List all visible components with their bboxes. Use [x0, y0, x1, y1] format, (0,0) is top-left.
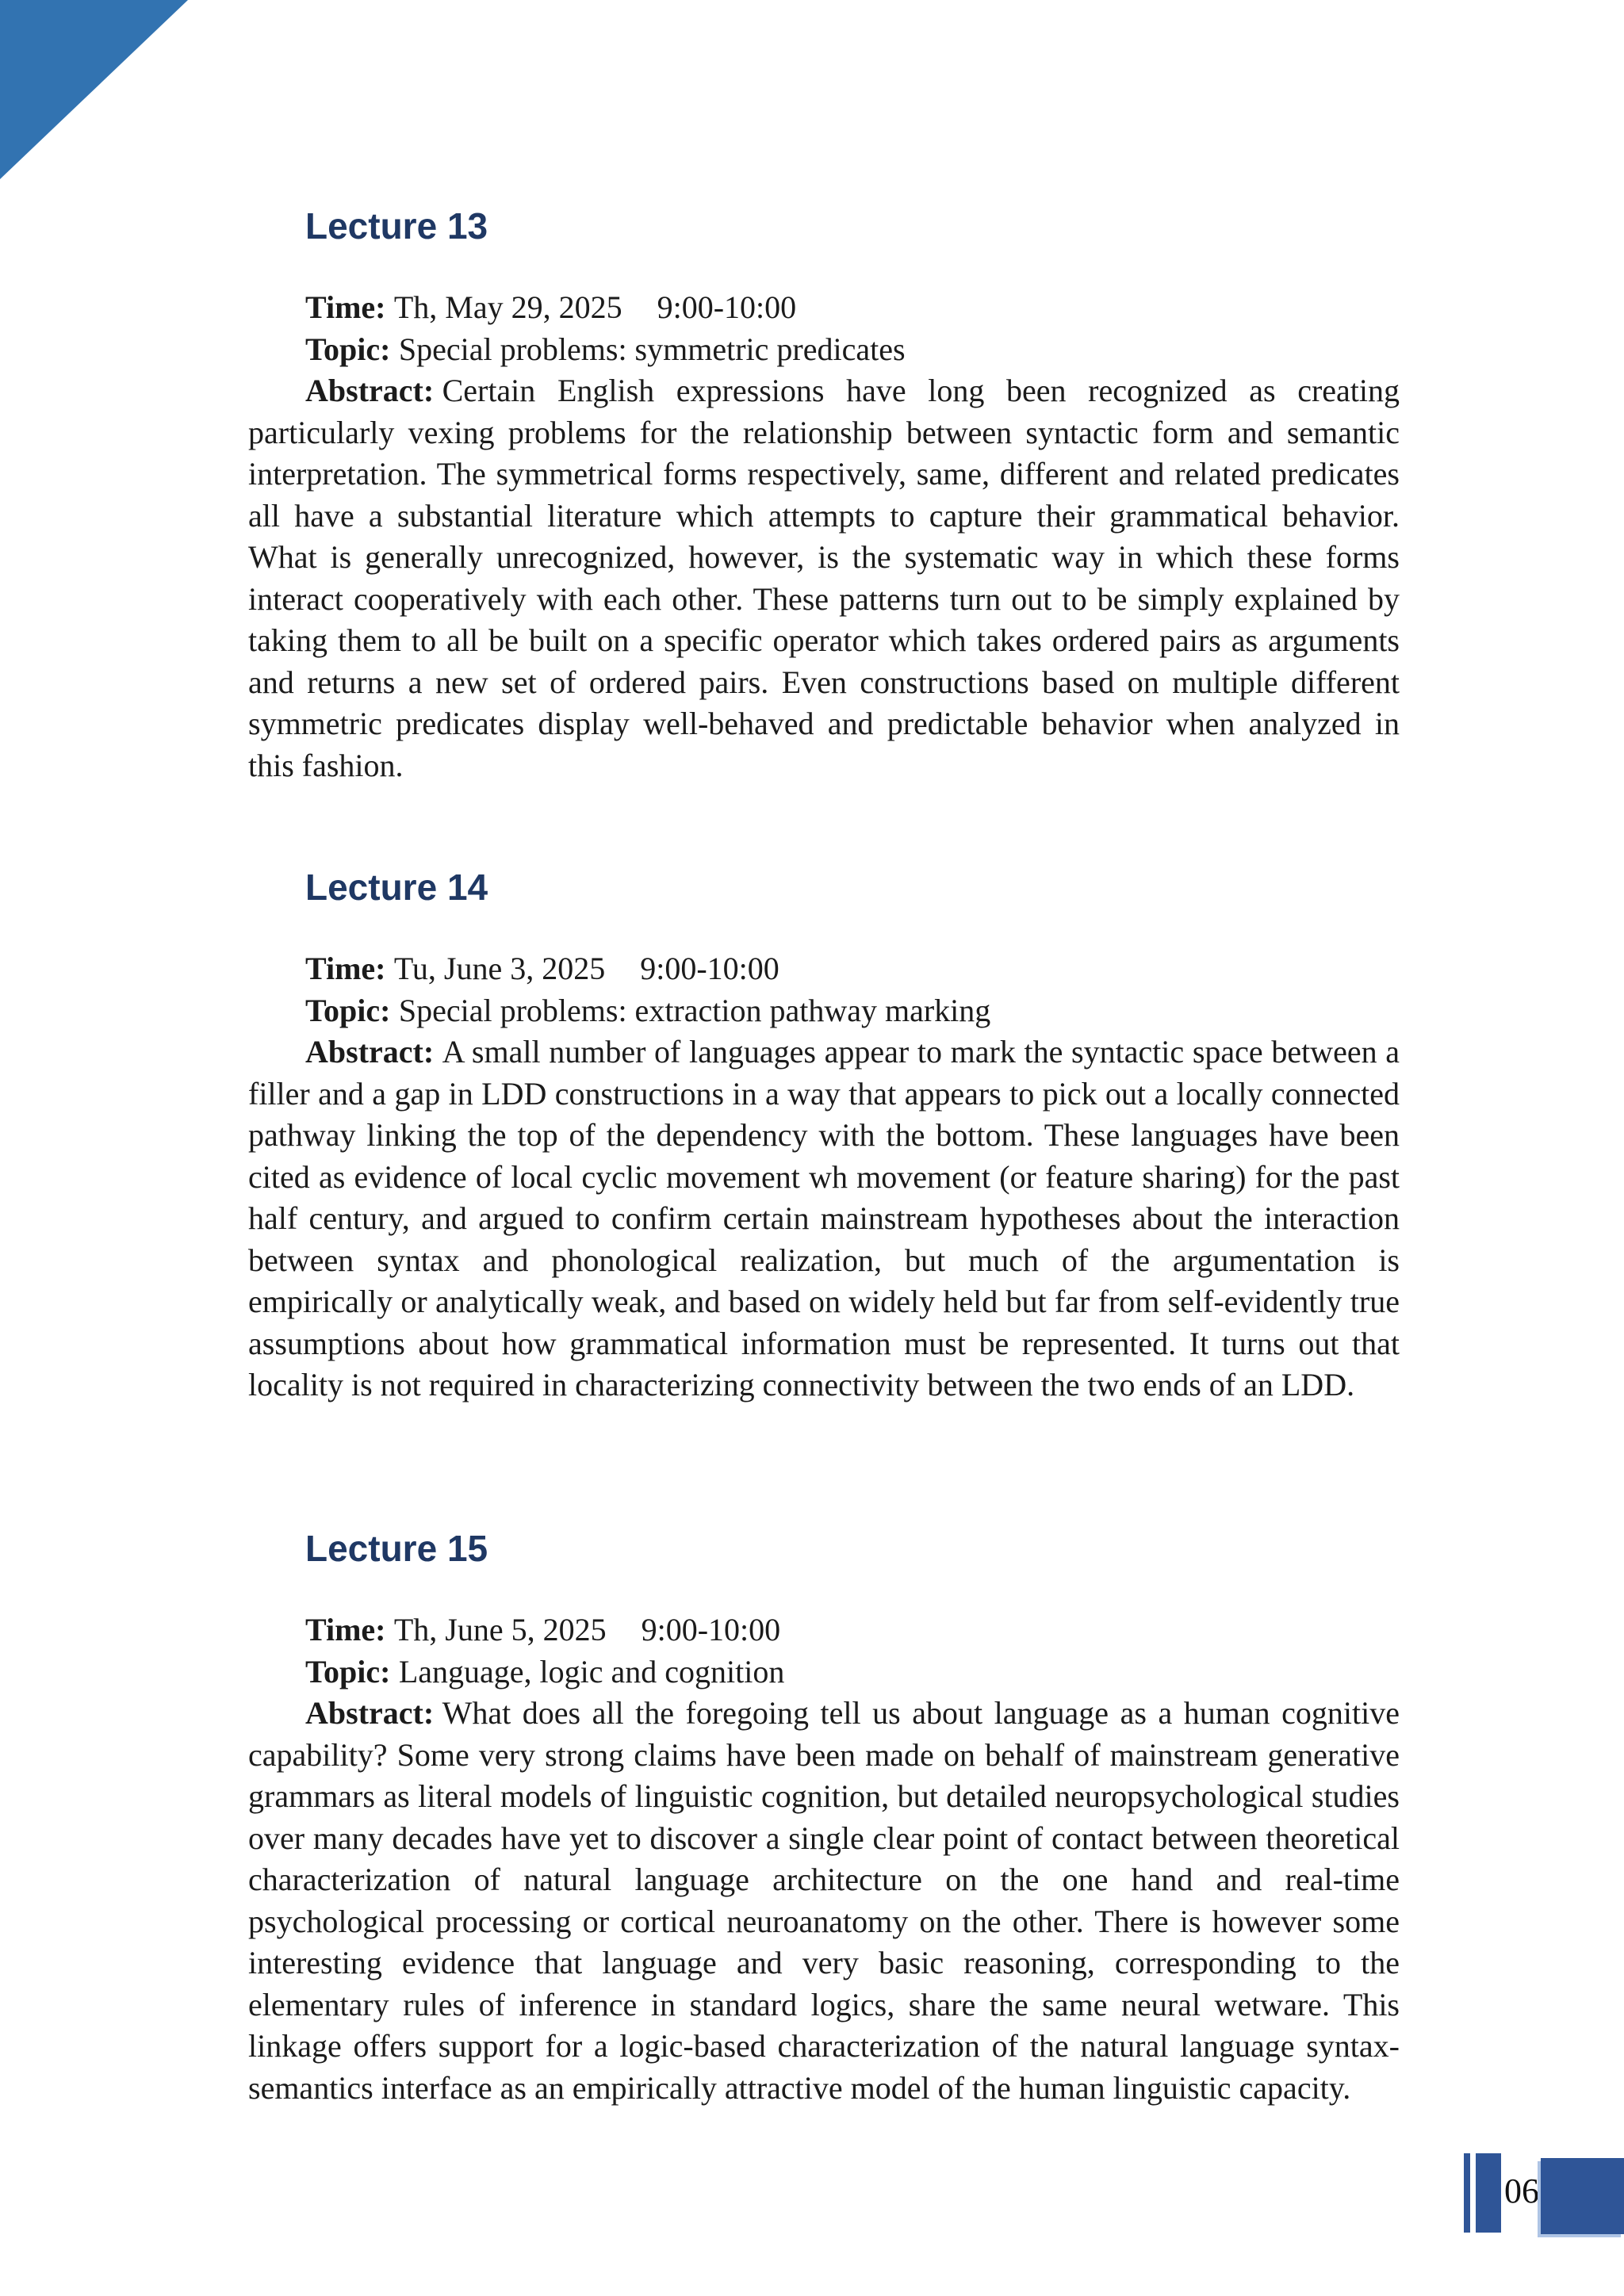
abstract-label: Abstract:: [305, 1034, 435, 1070]
time-label: Time:: [305, 951, 386, 986]
abstract-label: Abstract:: [305, 1695, 435, 1731]
abstract-text: What does all the foregoing tell us about language as a human cognitive capability? Some very strong claims have been made on behalf of mainstream generative grammars as literal models of linguistic cognition, but detailed neuropsychological studies over many decades have yet to discover a single clear point of contact between theoretical characterization of natural language architecture on the one hand and real-time psychological processing or cortical neuroanatomy on the other. There is however some interesting evidence that language and very basic reasoning, corresponding to the elementary rules of inference in standard logics, share the same neural wetware. This linkage offers support for a logic-based characterization of the natural language syntax-semantics interface as an empirically attractive model of the human linguistic capacity.: [248, 1695, 1400, 2106]
time-hours-value: 9:00-10:00: [640, 951, 779, 986]
corner-triangle-decoration: [0, 0, 188, 179]
time-label: Time:: [305, 1612, 386, 1647]
abstract-text: A small number of languages appear to mark the syntactic space between a filler and a gap in LDD constructions in a way that appears to pick out a locally connected pathway linking the top of the dependency with the bottom. These languages have been cited as evidence of local cyclic movement wh movement (or feature sharing) for the past half century, and argued to confirm certain mainstream hypotheses about the interaction between syntax and phonological realization, but much of the argumentation is empirically or analytically weak, and based on widely held but far from self-evidently true assumptions about how grammatical information must be represented. It turns out that locality is not required in characterizing connectivity between the two ends of an LDD.: [248, 1034, 1400, 1402]
time-hours-value: 9:00-10:00: [641, 1612, 781, 1647]
lecture-15-section: [248, 1527, 1400, 2109]
lecture-14-heading: Lecture 14: [305, 867, 488, 908]
topic-value: Special problems: extraction pathway marking: [398, 992, 991, 1028]
lecture-14-topic-line: [248, 990, 1400, 1032]
lecture-15-heading: Lecture 15: [305, 1528, 488, 1569]
lecture-14-abstract: [248, 1031, 1400, 1406]
lecture-14-section: [248, 866, 1400, 1406]
footer-accent-bar-thick: [1476, 2153, 1501, 2233]
abstract-text: Certain English expressions have long been recognized as creating particularly vexing problems for the relationship between syntactic form and semantic interpretation. The symmetrical forms respectively, same, different and related predicates all have a substantial literature which attempts to capture their grammatical behavior. What is generally unrecognized, however, is the systematic way in which these forms interact cooperatively with each other. These patterns turn out to be simply explained by taking them to all be built on a specific operator which takes ordered pairs as arguments and returns a new set of ordered pairs. Even constructions based on multiple different symmetric predicates display well-behaved and predictable behavior when analyzed in this fashion.: [248, 373, 1400, 783]
topic-value: Special problems: symmetric predicates: [398, 331, 906, 367]
topic-label: Topic:: [305, 992, 391, 1028]
time-date-value: Tu, June 3, 2025: [393, 951, 606, 986]
lecture-13-section: [248, 205, 1400, 786]
lecture-13-heading: Lecture 13: [305, 205, 488, 247]
time-hours-value: 9:00-10:00: [657, 289, 797, 325]
lecture-15-topic-line: [248, 1651, 1400, 1693]
lecture-14-time-line: [248, 948, 1400, 990]
footer-accent-bar-thin: [1464, 2153, 1470, 2233]
lecture-15-abstract: [248, 1693, 1400, 2109]
time-date-value: Th, May 29, 2025: [393, 289, 622, 325]
topic-label: Topic:: [305, 1653, 391, 1689]
lecture-13-abstract: [248, 370, 1400, 786]
abstract-label: Abstract:: [305, 373, 435, 408]
time-date-value: Th, June 5, 2025: [393, 1612, 607, 1647]
topic-value: Language, logic and cognition: [398, 1653, 785, 1689]
topic-label: Topic:: [305, 331, 391, 367]
footer-accent-block: [1541, 2158, 1624, 2234]
lecture-13-time-line: [248, 287, 1400, 329]
page-number: 06: [1504, 2172, 1539, 2210]
time-label: Time:: [305, 289, 386, 325]
lecture-13-topic-line: [248, 329, 1400, 371]
lecture-15-time-line: [248, 1609, 1400, 1651]
